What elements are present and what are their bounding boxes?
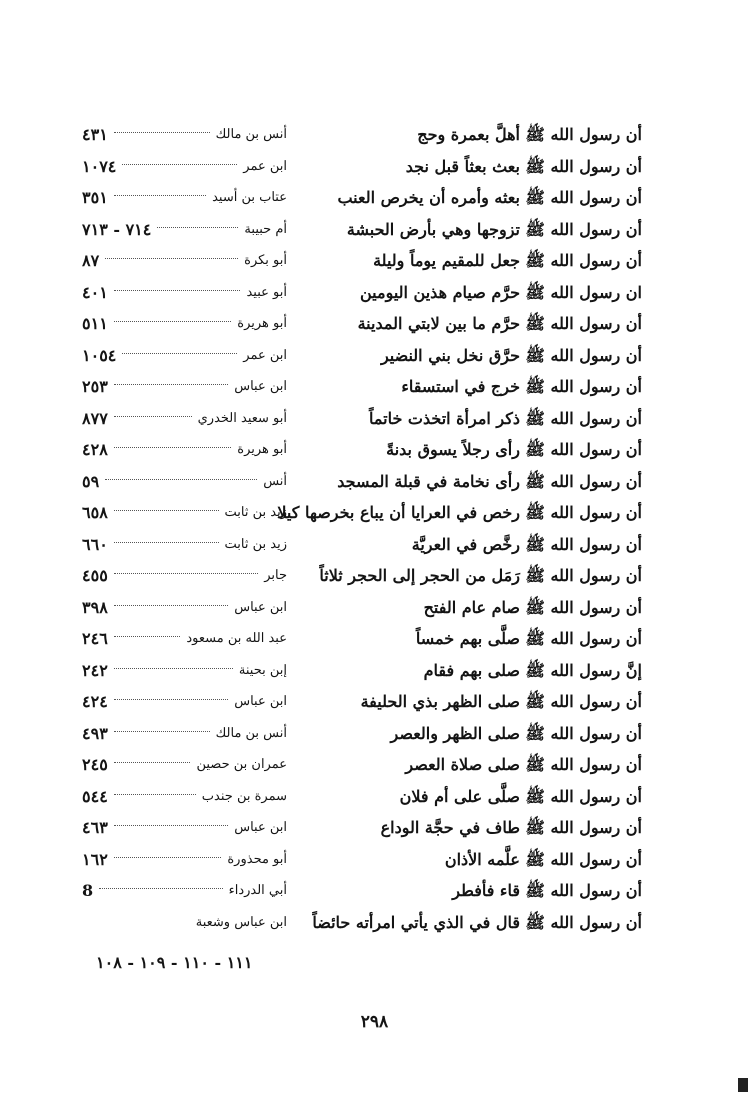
hadith-text: أن رسول الله ﷺ بعث بعثاً قبل نجد [405, 156, 642, 176]
list-item [60, 500, 642, 532]
list-item [60, 248, 642, 280]
hadith-text: أن رسول الله ﷺ رأى رجلاً يسوق بدنةً [386, 440, 642, 459]
page-reference: ٦٥٨ [82, 503, 108, 522]
dot-leader [114, 636, 181, 637]
page-reference: ٤٦٣ [82, 818, 108, 837]
list-item [60, 689, 642, 721]
hadith-text: أن رسول الله ﷺ قال في الذي يأتي امرأته حائضاً [312, 912, 642, 932]
hadith-text: أن رسول الله ﷺ رأى نخامة في قبلة المسجد [337, 471, 642, 491]
hadith-text: أن رسول الله ﷺ أهلَّ بعمرة وحج [417, 125, 642, 144]
narrator-name: عتاب بن أسيد [212, 190, 287, 205]
list-item [60, 595, 642, 627]
dot-leader [105, 479, 257, 480]
list-item [60, 752, 642, 784]
list-item [60, 626, 642, 658]
page-reference: ٨٧ [82, 251, 100, 270]
narrator-name: زيد بن ثابت [224, 536, 287, 552]
hadith-text: أن رسول الله ﷺ بعثه وأمره أن يخرص العنب [337, 188, 642, 207]
dot-leader [122, 164, 237, 165]
dot-leader [114, 132, 210, 133]
page-number: ٢٩٨ [360, 1012, 389, 1032]
hadith-text: أن رسول الله ﷺ حرَّم ما بين لابتي المدينة [357, 314, 642, 333]
narrator-name: أنس بن مالك [215, 725, 287, 741]
dot-leader [157, 227, 238, 228]
page-reference: ٣٥١ [82, 188, 108, 207]
list-item [60, 280, 642, 312]
list-item [60, 658, 642, 690]
hadith-text: أن رسول الله ﷺ طاف في حجَّة الوداع [380, 818, 642, 837]
hadith-text: أن رسول الله ﷺ جعل للمقيم يوماً وليلة [373, 251, 642, 270]
narrator-name: أبو سعيد الخدري [197, 410, 287, 426]
dot-leader [114, 699, 228, 700]
dot-leader [114, 857, 222, 858]
narrator-name: ابن عباس [234, 820, 287, 835]
page-reference: ٤٥٥ [82, 566, 108, 585]
page-reference: ٦٦٠ [82, 534, 108, 554]
hadith-text: أن رسول الله ﷺ قاء فأفطر [452, 881, 642, 900]
narrator-name: ابن عمر [243, 158, 287, 174]
narrator-name: زيد بن ثابت [224, 505, 287, 520]
page-reference: ٤٣١ [82, 125, 108, 144]
page-reference: ٢٤٥ [82, 755, 108, 774]
page-reference: ٢٤٦ [82, 629, 108, 648]
page-reference: ٥١١ [82, 314, 108, 333]
list-item [60, 374, 642, 406]
hadith-text: أن رسول الله ﷺ ذكر امرأة اتخذت خاتماً [368, 408, 642, 428]
list-item [60, 185, 642, 217]
dot-leader [114, 321, 232, 322]
list-item [60, 343, 642, 375]
dot-leader [114, 573, 258, 574]
narrator-name: ابن عباس [234, 379, 287, 394]
list-item [60, 910, 642, 942]
list-item [60, 721, 642, 753]
hadith-text: إنَّ رسول الله ﷺ صلى بهم فقام [423, 660, 642, 680]
narrator-name: سمرة بن جندب [201, 788, 287, 804]
list-item [60, 878, 642, 910]
page-reference: ٧١٤ - ٧١٣ [82, 219, 152, 239]
hadith-text: أن رسول الله ﷺ خرج في استسقاء [401, 377, 642, 396]
dot-leader [114, 668, 233, 669]
dot-leader [114, 384, 228, 385]
hadith-text: أن رسول الله ﷺ صلَّى على أم فلان [399, 786, 642, 806]
narrator-name: ابن عباس [234, 599, 287, 615]
narrator-name: ابن عباس [234, 694, 287, 709]
narrator-name: عبد الله بن مسعود [186, 631, 287, 646]
list-item [60, 815, 642, 847]
page-reference: ٢٤٢ [82, 660, 108, 680]
dot-leader [114, 510, 219, 511]
narrator-name: ابن عمر [243, 347, 287, 363]
hadith-text: أن رسول الله ﷺ صلى الظهر والعصر [390, 723, 642, 743]
narrator-name: جابر [264, 568, 287, 583]
scan-edge-mark [738, 1078, 748, 1092]
page-reference: 8 [82, 881, 94, 900]
narrator-name: أنس [263, 473, 287, 489]
page-reference: ٨٧٧ [82, 408, 108, 428]
page-reference: ٣٩٨ [82, 597, 108, 617]
list-item [60, 122, 642, 154]
page-reference: ٢٥٣ [82, 377, 108, 396]
page-reference: ١٠٧٤ [82, 156, 117, 176]
dot-leader [114, 731, 210, 732]
page-reference: ١٠٥٤ [82, 345, 117, 365]
list-item [60, 847, 642, 879]
hadith-text: ان رسول الله ﷺ حرَّم صيام هذين اليومين [359, 282, 642, 302]
list-item [60, 563, 642, 595]
page-reference: ٤٠١ [82, 282, 108, 302]
narrator-name: إبن بحينة [238, 662, 287, 678]
hadith-text: أن رسول الله ﷺ رخَّص في العريَّة [411, 534, 642, 554]
narrator-name: أبو بكرة [244, 253, 287, 268]
dot-leader [114, 542, 219, 543]
hadith-index-list [60, 122, 642, 941]
dot-leader [114, 825, 228, 826]
dot-leader [114, 794, 196, 795]
page-reference: ١٦٢ [82, 849, 108, 869]
narrator-name: أبو هريرة [237, 316, 287, 331]
page-reference: ٤٩٣ [82, 723, 108, 743]
page-reference: ٤٢٤ [82, 692, 108, 711]
dot-leader [114, 447, 232, 448]
list-item [60, 311, 642, 343]
list-item [60, 217, 642, 249]
dot-leader [105, 258, 238, 259]
hadith-text: أن رسول الله ﷺ علَّمه الأذان [444, 849, 642, 869]
hadith-text: أن رسول الله ﷺ رخص في العرايا أن يباع بخرصها كيلا [277, 503, 642, 522]
narrator-name: أم حبيبة [244, 221, 287, 237]
narrator-name: ابن عباس وشعبة [195, 914, 287, 930]
narrator-name: أنس بن مالك [215, 127, 287, 142]
hadith-text: أن رسول الله ﷺ رَمَل من الحجر إلى الحجر ثلاثاً [319, 566, 642, 585]
dot-leader [114, 605, 228, 606]
narrator-name: أبو محذورة [227, 851, 287, 867]
hadith-text: أن رسول الله ﷺ تزوجها وهي بأرض الحبشة [346, 219, 642, 239]
dot-leader [114, 762, 191, 763]
hadith-text: أن رسول الله ﷺ حرَّق نخل بني النضير [380, 345, 642, 365]
narrator-name: أبو هريرة [237, 442, 287, 457]
page-reference: ٤٢٨ [82, 440, 108, 459]
narrator-name: عمران بن حصين [196, 757, 287, 772]
hadith-text: أن رسول الله ﷺ صلى الظهر بذي الحليفة [360, 692, 642, 711]
list-item [60, 406, 642, 438]
narrator-name: أبو عبيد [246, 284, 287, 300]
list-item [60, 154, 642, 186]
page-reference: ٥٩ [82, 471, 100, 491]
list-item [60, 437, 642, 469]
hadith-text: أن رسول الله ﷺ صام عام الفتح [423, 597, 642, 617]
page-reference: ٥٤٤ [82, 786, 108, 806]
hadith-text: أن رسول الله ﷺ صلى صلاة العصر [405, 755, 642, 774]
list-item [60, 784, 642, 816]
continuation-page-numbers: ١١١ - ١١٠ - ١٠٩ - ١٠٨ [96, 953, 253, 972]
narrator-name: أبي الدرداء [228, 883, 287, 898]
list-item [60, 532, 642, 564]
dot-leader [114, 416, 192, 417]
dot-leader [122, 353, 237, 354]
dot-leader [114, 195, 206, 196]
dot-leader [99, 888, 222, 889]
list-item [60, 469, 642, 501]
hadith-text: أن رسول الله ﷺ صلَّى بهم خمساً [415, 629, 642, 648]
dot-leader [114, 290, 241, 291]
